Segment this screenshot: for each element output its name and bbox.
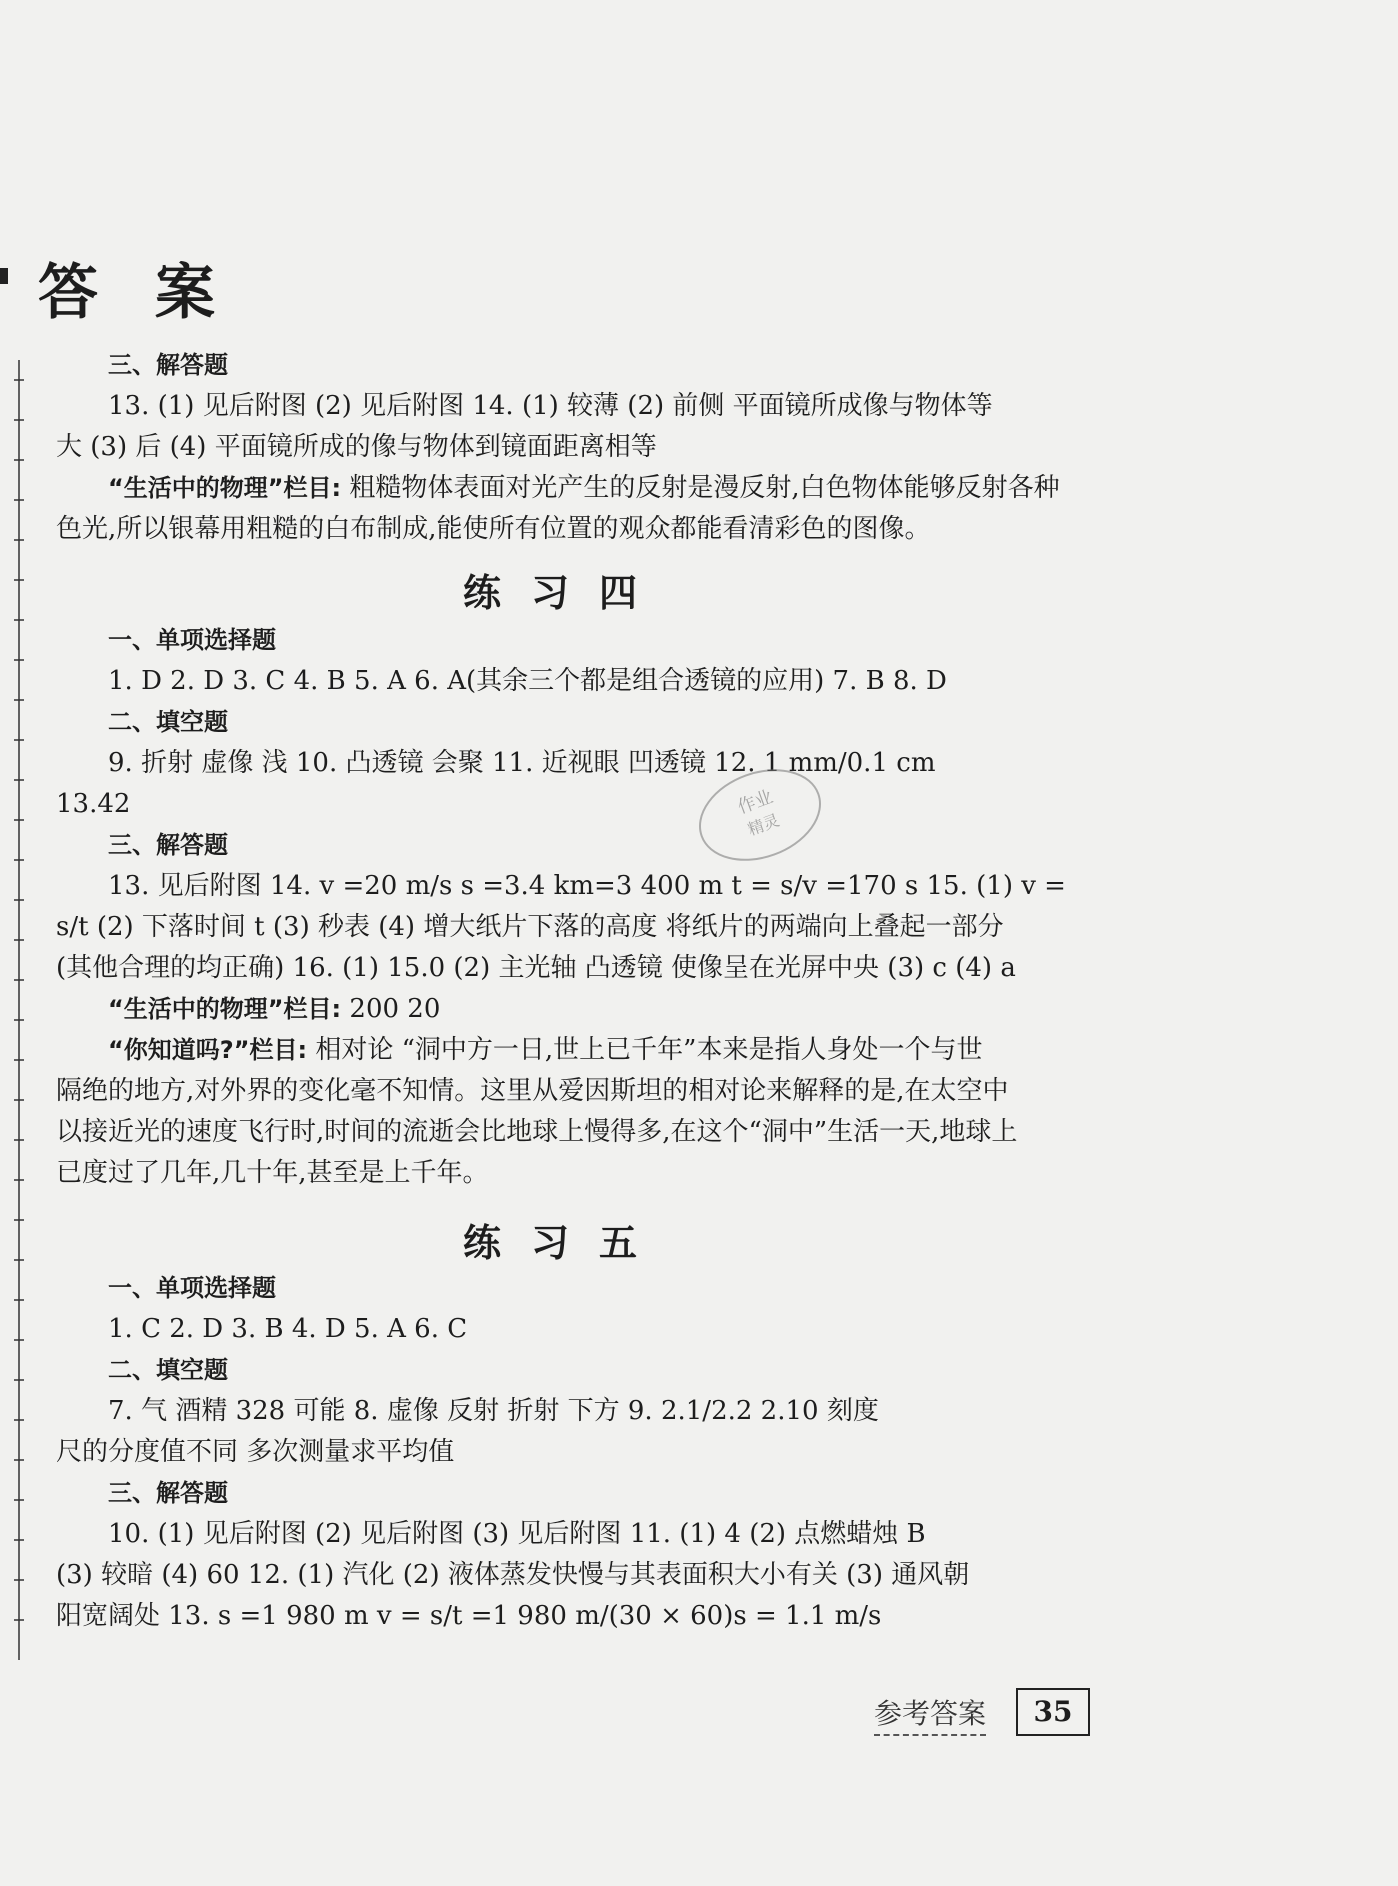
page-number: 35: [1016, 1688, 1090, 1736]
svg-text:作业: 作业: [734, 786, 776, 819]
fill-heading: 二、填空题: [108, 1356, 228, 1384]
footer-label: 参考答案: [874, 1692, 986, 1736]
exercise-4-title: 练习四: [462, 571, 667, 615]
did-you-know-text-cont: 已度过了几年,几十年,甚至是上千年。: [56, 1158, 489, 1188]
exercise-4-body: [56, 620, 1086, 1194]
fill-answers: 9. 折射 虚像 浅 10. 凸透镜 会聚 11. 近视眼 凹透镜 12. 1 mm/0.1 cm: [108, 748, 936, 778]
answer-line: 13. (1) 见后附图 (2) 见后附图 14. (1) 较薄 (2) 前侧 平面镜所成像与物体等: [108, 391, 993, 421]
did-you-know-label: “你知道吗?”栏目:: [108, 1036, 308, 1064]
solve-answers: 13. 见后附图 14. v =20 m/s s =3.4 km=3 400 m t = s/v =170 s 15. (1) v =: [108, 871, 1066, 901]
fill-answers: 7. 气 酒精 328 可能 8. 虚像 反射 折射 下方 9. 2.1/2.2 2.10 刻度: [108, 1396, 879, 1426]
mc-answers: 1. D 2. D 3. C 4. B 5. A 6. A(其余三个都是组合透镜的应用) 7. B 8. D: [108, 666, 947, 696]
svg-text:精灵: 精灵: [745, 810, 782, 840]
did-you-know-text: 相对论 “洞中方一日,世上已千年”本来是指人身处一个与世: [307, 1035, 983, 1065]
solve-heading: 三、解答题: [108, 1479, 228, 1507]
life-physics-label: “生活中的物理”栏目:: [108, 474, 342, 502]
fill-answers-cont: 13.42: [56, 789, 131, 819]
title-marker: [0, 268, 8, 284]
fill-answers-cont: 尺的分度值不同 多次测量求平均值: [56, 1437, 455, 1467]
life-physics-text: 粗糙物体表面对光产生的反射是漫反射,白色物体能够反射各种: [341, 473, 1060, 503]
fill-heading: 二、填空题: [108, 708, 228, 736]
did-you-know-text-cont: 隔绝的地方,对外界的变化毫不知情。这里从爱因斯坦的相对论来解释的是,在太空中: [56, 1076, 1009, 1106]
mc-answers: 1. C 2. D 3. B 4. D 5. A 6. C: [108, 1314, 468, 1344]
life-physics-paragraph: [56, 468, 1086, 509]
solve-answers-cont: (其他合理的均正确) 16. (1) 15.0 (2) 主光轴 凸透镜 使像呈在光屏中央 (3) c (4) a: [56, 953, 1016, 983]
page-title: 答 案: [38, 258, 233, 328]
section-heading: 三、解答题: [108, 351, 228, 379]
exercise-5-body: [56, 1268, 1086, 1637]
solve-answers: 10. (1) 见后附图 (2) 见后附图 (3) 见后附图 11. (1) 4 (2) 点燃蜡烛 B: [108, 1519, 926, 1549]
watermark-stamp: [690, 755, 830, 875]
binding-line: [14, 360, 24, 1660]
page-footer: [848, 1688, 1088, 1736]
solve-answers-cont: 阳宽阔处 13. s =1 980 m v = s/t =1 980 m/(30 × 60)s = 1.1 m/s: [56, 1601, 882, 1631]
did-you-know-text-cont: 以接近光的速度飞行时,时间的流逝会比地球上慢得多,在这个“洞中”生活一天,地球上: [56, 1117, 1018, 1147]
mc-heading: 一、单项选择题: [108, 1274, 276, 1302]
solve-heading: 三、解答题: [108, 831, 228, 859]
solve-answers-cont: (3) 较暗 (4) 60 12. (1) 汽化 (2) 液体蒸发快慢与其表面积大小有关 (3) 通风朝: [56, 1560, 970, 1590]
life-physics-paragraph: [56, 989, 1086, 1030]
life-physics-text-cont: 色光,所以银幕用粗糙的白布制成,能使所有位置的观众都能看清彩色的图像。: [56, 514, 931, 544]
did-you-know-paragraph: [56, 1030, 1086, 1071]
mc-heading: 一、单项选择题: [108, 626, 276, 654]
answer-line: 大 (3) 后 (4) 平面镜所成的像与物体到镜面距离相等: [56, 432, 657, 462]
life-physics-text: 200 20: [341, 994, 441, 1024]
prev-exercise-solve-section: [56, 345, 1086, 550]
exercise-5-title: 练习五: [462, 1221, 667, 1265]
solve-answers-cont: s/t (2) 下落时间 t (3) 秒表 (4) 增大纸片下落的高度 将纸片的两端向上叠起一部分: [56, 912, 1004, 942]
life-physics-label: “生活中的物理”栏目:: [108, 995, 342, 1023]
